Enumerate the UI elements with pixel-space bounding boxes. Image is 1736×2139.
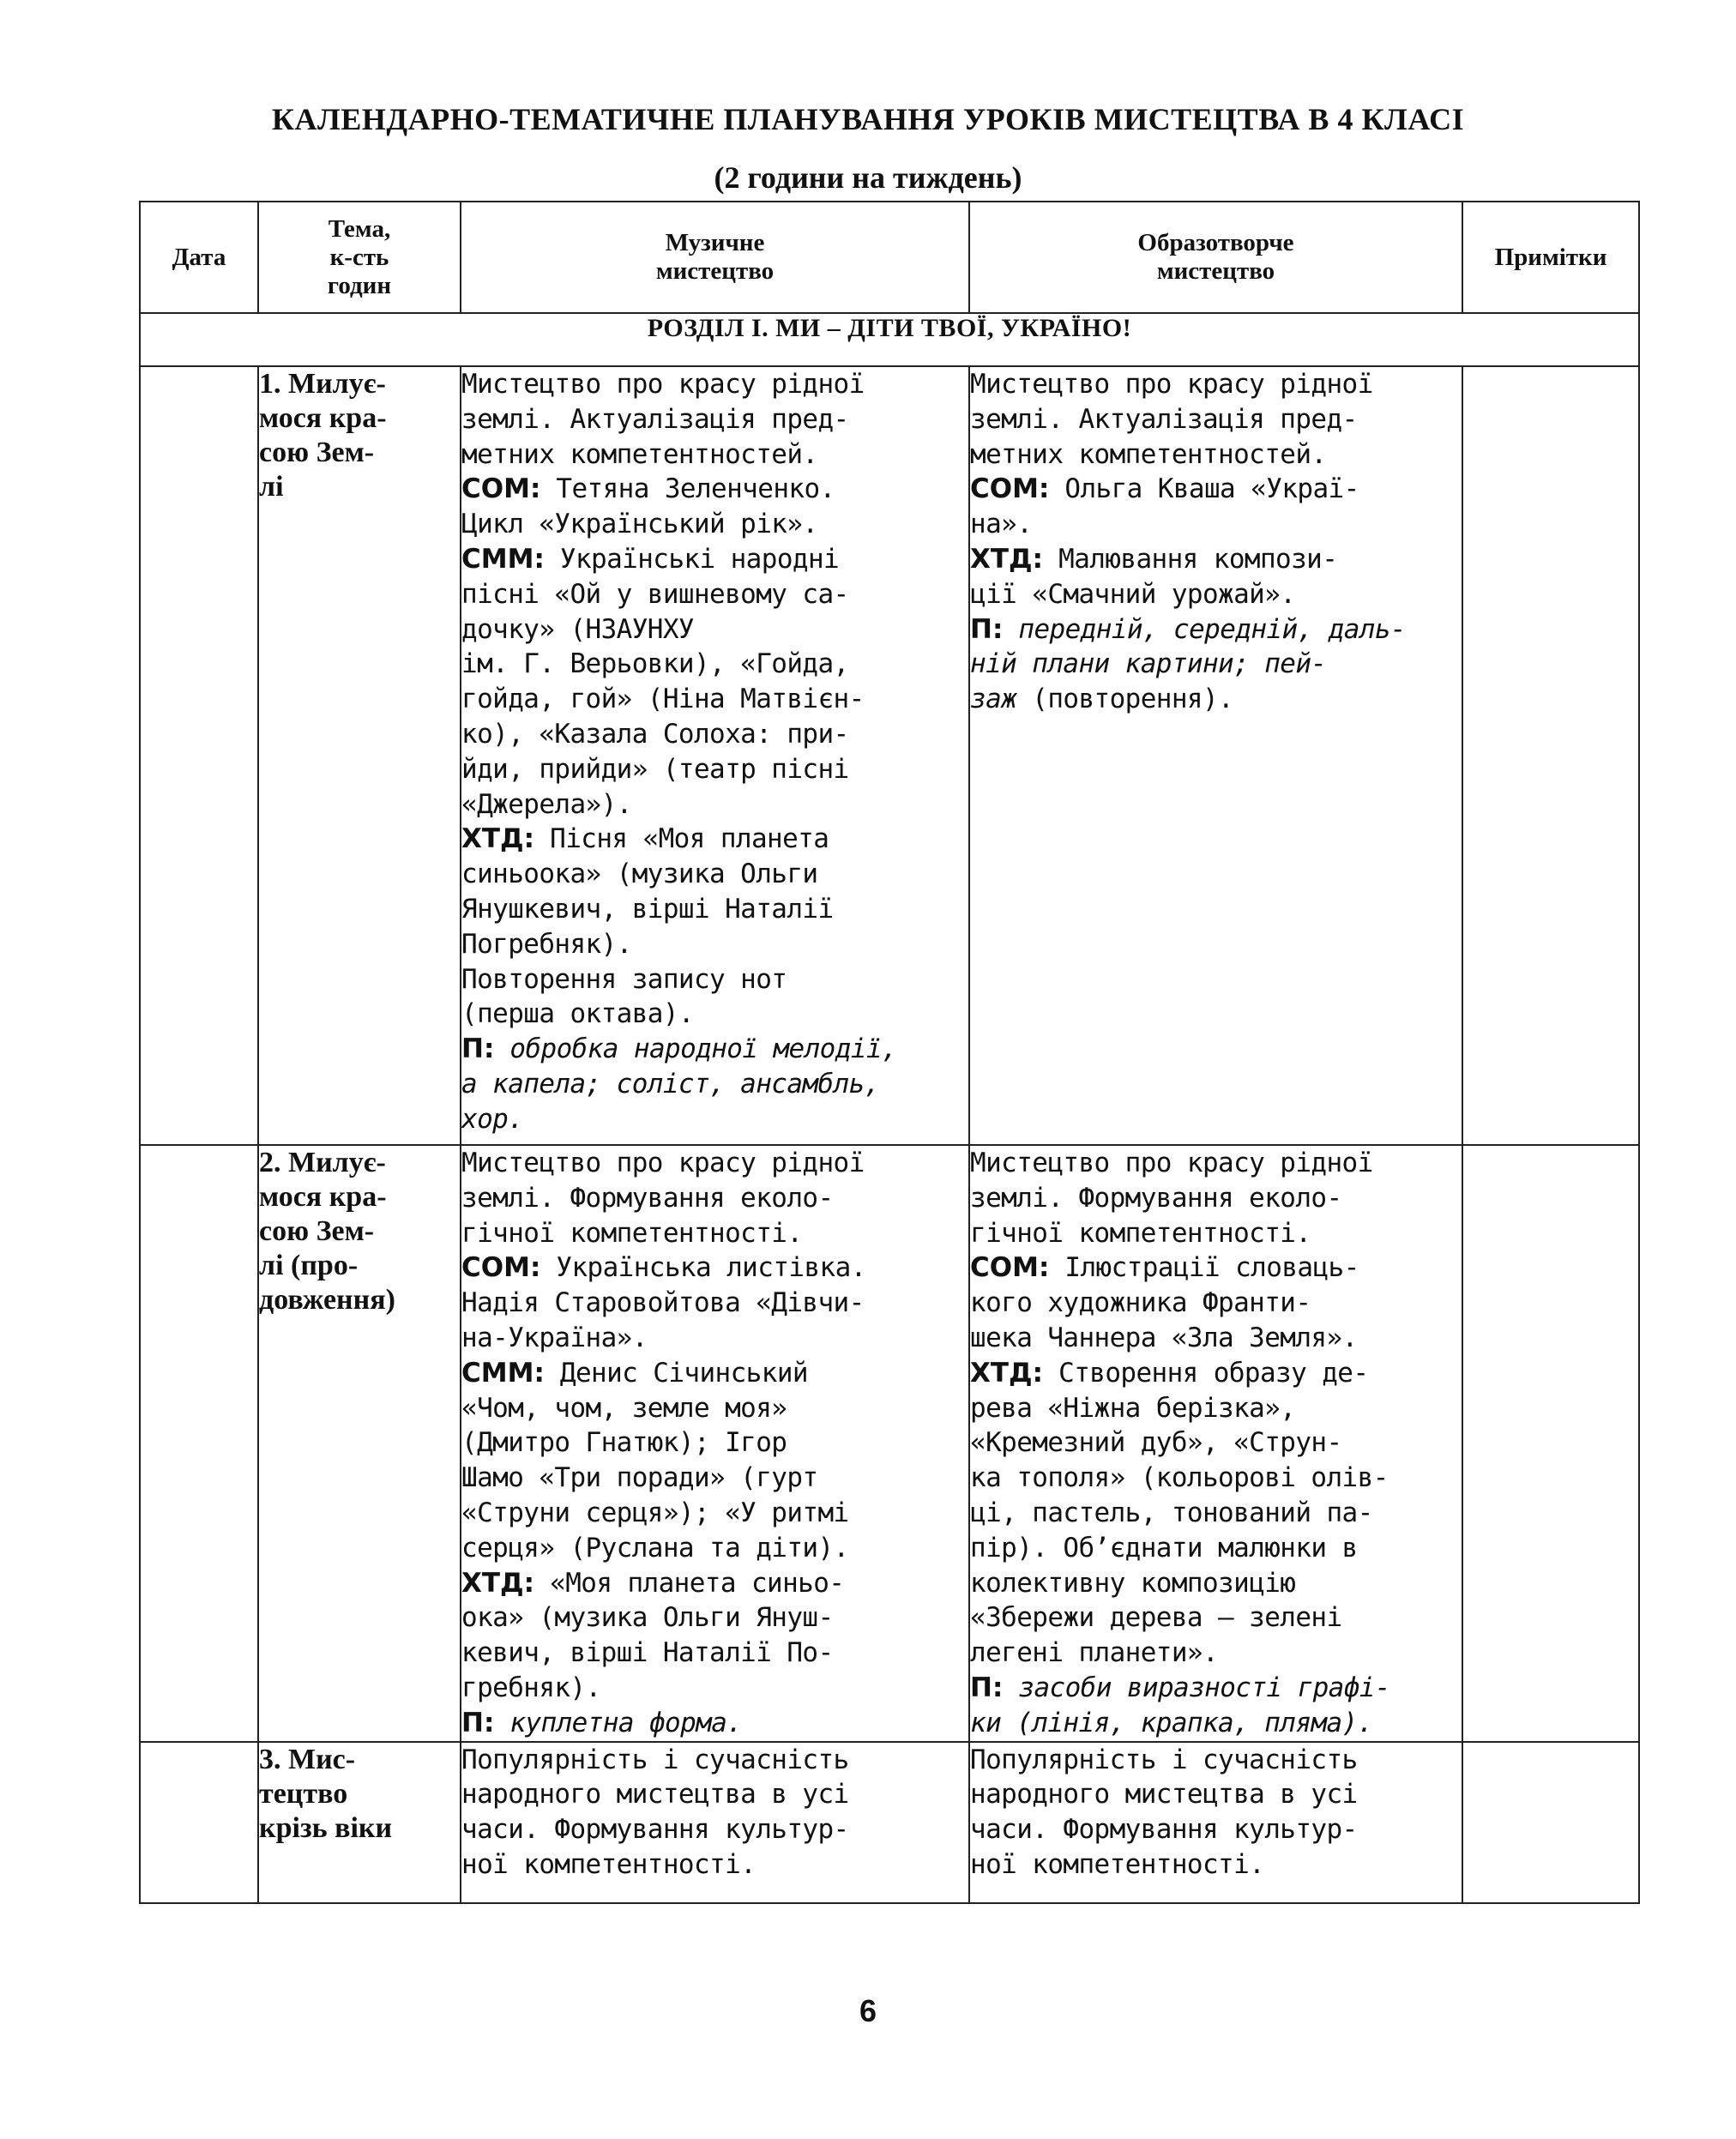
table-row xyxy=(140,1145,1639,1742)
date-cell xyxy=(140,1742,258,1903)
table-row xyxy=(140,366,1639,1145)
notes-cell xyxy=(1462,1742,1639,1903)
music-cell xyxy=(461,1742,969,1903)
page-subtitle: (2 години на тиждень) xyxy=(714,160,1022,195)
smm-label: СММ: xyxy=(461,543,545,575)
smm-label: СММ: xyxy=(461,1357,545,1389)
music-cell xyxy=(461,366,969,1145)
art-p-tail: (повторення). xyxy=(1016,684,1234,715)
date-cell xyxy=(140,366,258,1145)
som-label: СОМ: xyxy=(461,473,541,505)
music-p: обробка народної мелодії, а капела; соліст, ансамбль, хор. xyxy=(461,1033,897,1135)
topic-cell: 1. Милує- мося кра- сою Зем- лі xyxy=(258,366,461,1145)
art-cell xyxy=(969,366,1462,1145)
art-intro: Популярність і сучасність народного мистецтва в усі часи. Формування культур- ної компетентності. xyxy=(970,1744,1358,1880)
p-label: П: xyxy=(461,1033,495,1065)
art-cell xyxy=(969,1145,1462,1742)
art-p: передній, середній, даль- ній плани картини; пей- заж xyxy=(970,613,1406,715)
topic-cell: 3. Мис- тецтво крізь віки xyxy=(258,1742,461,1903)
music-som: Тетяна Зеленченко. Цикл «Український рік». xyxy=(461,473,835,540)
art-som: Ілюстрації словаць- кого художника Франти- шека Чаннера «Зла Земля». xyxy=(970,1252,1359,1353)
page-number: 6 xyxy=(859,1993,877,2028)
header-topic: Тема, к-сть годин xyxy=(258,202,461,313)
p-label: П: xyxy=(461,1707,495,1738)
art-htd: Малювання компози- ції «Смачний урожай». xyxy=(970,543,1338,610)
som-label: СОМ: xyxy=(970,473,1050,505)
art-intro: Мистецтво про красу рідної землі. Формування еколо- гічної компетентності. xyxy=(970,1148,1373,1249)
htd-label: ХТД: xyxy=(461,823,535,855)
music-p: куплетна форма. xyxy=(494,1707,743,1738)
art-intro: Мистецтво про красу рідної землі. Актуалізація пред- метних компетентностей. xyxy=(970,369,1373,470)
som-label: СОМ: xyxy=(461,1252,541,1284)
header-art: Образотворче мистецтво xyxy=(969,202,1462,313)
music-som: Українська листівка. Надія Старовойтова «Дівчи- на-Україна». xyxy=(461,1252,866,1353)
music-intro: Популярність і сучасність народного мистецтва в усі часи. Формування культур- ної компетентності. xyxy=(461,1744,849,1880)
header-date: Дата xyxy=(140,202,258,313)
music-cell xyxy=(461,1145,969,1742)
header-music: Музичне мистецтво xyxy=(461,202,969,313)
art-p: засоби виразності графі- ки (лінія, крапка, пляма). xyxy=(970,1672,1390,1738)
music-htd: Пісня «Моя планета синьоока» (музика Ольги Янушкевич, вірші Наталії Погребняк). Повторення запису нот (перша октава). xyxy=(461,823,834,1030)
htd-label: ХТД: xyxy=(970,543,1044,575)
table-header-row xyxy=(140,202,1639,313)
header-notes: Примітки xyxy=(1462,202,1639,313)
art-som: Ольга Кваша «Украї- на». xyxy=(970,473,1359,540)
page-title: КАЛЕНДАРНО-ТЕМАТИЧНЕ ПЛАНУВАННЯ УРОКІВ МИСТЕЦТВА В 4 КЛАСІ xyxy=(271,102,1465,136)
notes-cell xyxy=(1462,1145,1639,1742)
section-row xyxy=(140,313,1639,366)
som-label: СОМ: xyxy=(970,1252,1050,1284)
music-intro: Мистецтво про красу рідної землі. Актуалізація пред- метних компетентностей. xyxy=(461,369,865,470)
notes-cell xyxy=(1462,366,1639,1145)
p-label: П: xyxy=(970,613,1004,645)
art-cell xyxy=(969,1742,1462,1903)
htd-label: ХТД: xyxy=(970,1357,1044,1389)
art-htd: Створення образу де- рева «Ніжна берізка», «Кремезний дуб», «Струн- ка тополя» (кольорові олів- ці, пастель, тонований па- пір). Об’єднати малюнки в колективну композицію «Збережи дерева – зелені легені планети». xyxy=(970,1357,1389,1669)
music-smm: Денис Січинський «Чом, чом, земле моя» (Дмитро Гнатюк); Ігор Шамо «Три поради» (гурт «Струни серця»); «У ритмі серця» (Руслана та діти). xyxy=(461,1357,849,1564)
date-cell xyxy=(140,1145,258,1742)
p-label: П: xyxy=(970,1672,1004,1703)
music-htd: «Моя планета синьо- ока» (музика Ольги Януш- кевич, вірші Наталії По- гребняк). xyxy=(461,1567,845,1703)
planning-table xyxy=(139,201,1640,1904)
music-intro: Мистецтво про красу рідної землі. Формування еколо- гічної компетентності. xyxy=(461,1148,865,1249)
music-smm: Українські народні пісні «Ой у вишневому са- дочку» (НЗАУНХУ ім. Г. Верьовки), «Гойда, гойда, гой» (Ніна Матвієн- ко), «Казала Солоха: при- йди, прийди» (театр пісні «Джерела»). xyxy=(461,543,865,820)
topic-cell: 2. Милує- мося кра- сою Зем- лі (про- довження) xyxy=(258,1145,461,1742)
table-row xyxy=(140,1742,1639,1903)
section-title: РОЗДІЛ І. МИ – ДІТИ ТВОЇ, УКРАЇНО! xyxy=(140,313,1639,366)
htd-label: ХТД: xyxy=(461,1567,535,1599)
